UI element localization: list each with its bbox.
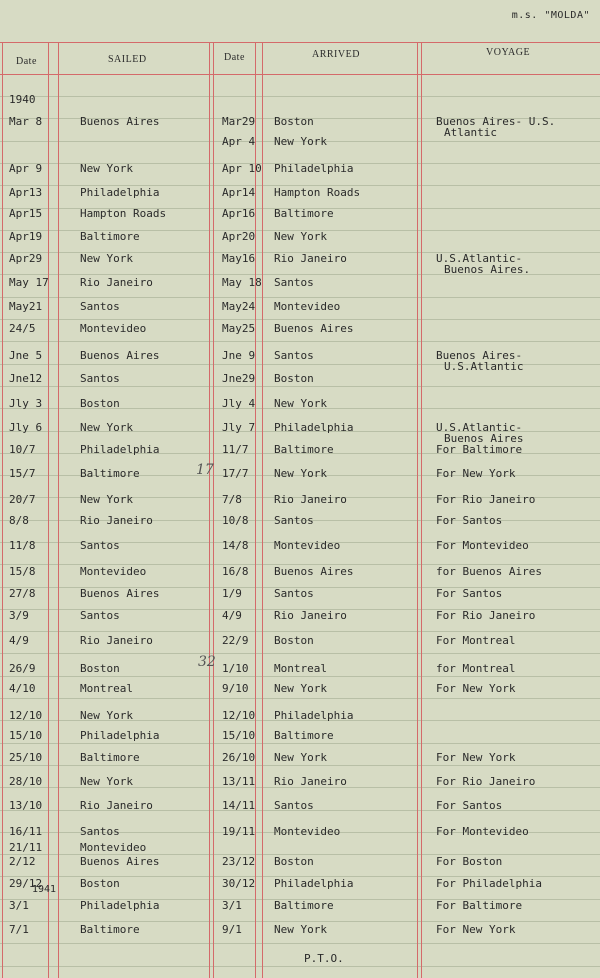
top-rule xyxy=(0,42,600,43)
sailed-port: Santos xyxy=(80,372,120,385)
sailed-date: 7/1 xyxy=(9,923,29,936)
voyage-note: For Rio Janeiro xyxy=(436,775,536,788)
arrived-date: 1/10 xyxy=(222,662,249,675)
year-1941: 1941 xyxy=(32,884,57,895)
paper-rule xyxy=(0,341,600,342)
sailed-port: Boston xyxy=(80,397,120,410)
arrived-port: Boston xyxy=(274,115,314,128)
sailed-date: 15/7 xyxy=(9,467,36,480)
arrived-port: Philadelphia xyxy=(274,877,354,890)
sailed-date: 2/12 xyxy=(9,855,36,868)
sailed-port: Rio Janeiro xyxy=(80,799,153,812)
arrived-port: Philadelphia xyxy=(274,162,354,175)
sailed-date: Jly 3 xyxy=(9,397,43,410)
sailed-port: Santos xyxy=(80,539,120,552)
arrived-date: 14/8 xyxy=(222,539,249,552)
paper-rule xyxy=(0,698,600,699)
arrived-port: Baltimore xyxy=(274,207,334,220)
arrived-port: Boston xyxy=(274,855,314,868)
arrived-date: Apr 10 xyxy=(222,162,262,175)
column-rule xyxy=(58,42,59,978)
voyage-note: for Montreal xyxy=(436,662,516,675)
sailed-date: 15/10 xyxy=(9,729,43,742)
sailed-date: 25/10 xyxy=(9,751,43,764)
voyage-note: For New York xyxy=(436,467,516,480)
arrived-date: Apr14 xyxy=(222,186,256,199)
arrived-date: 12/10 xyxy=(222,709,256,722)
paper-rule xyxy=(0,743,600,744)
sailed-port: Boston xyxy=(80,662,120,675)
arrived-date: May16 xyxy=(222,252,256,265)
sailed-date: 3/9 xyxy=(9,609,29,622)
arrived-date: Mar29 xyxy=(222,115,256,128)
sailed-date: Apr19 xyxy=(9,230,43,243)
sailed-date: Apr15 xyxy=(9,207,43,220)
header-sailed: SAILED xyxy=(108,54,147,65)
arrived-port: New York xyxy=(274,923,327,936)
sailed-date: 12/10 xyxy=(9,709,43,722)
paper-rule xyxy=(0,966,600,967)
sailed-date: 13/10 xyxy=(9,799,43,812)
arrived-date: 14/11 xyxy=(222,799,256,812)
ship-name: m.s. "MOLDA" xyxy=(511,10,590,21)
sailed-port: Hampton Roads xyxy=(80,207,167,220)
sailed-port: New York xyxy=(80,493,133,506)
column-rule xyxy=(262,42,263,978)
paper-rule xyxy=(0,631,600,632)
margin-note: 32 xyxy=(198,654,216,670)
column-rule xyxy=(2,42,3,978)
sailed-port: Philadelphia xyxy=(80,899,160,912)
sailed-port: New York xyxy=(80,709,133,722)
arrived-date: 9/10 xyxy=(222,682,249,695)
sailed-port: Philadelphia xyxy=(80,729,160,742)
voyage-note: Buenos Aires- U.S. xyxy=(436,115,556,128)
arrived-port: Santos xyxy=(274,276,314,289)
voyage-note: for Buenos Aires xyxy=(436,565,542,578)
sailed-port: Rio Janeiro xyxy=(80,276,153,289)
voyage-note: For Baltimore xyxy=(436,443,523,456)
header-rule xyxy=(0,74,600,75)
paper-rule xyxy=(0,676,600,677)
arrived-date: 19/11 xyxy=(222,825,256,838)
sailed-port: Philadelphia xyxy=(80,443,160,456)
voyage-note: For Santos xyxy=(436,587,503,600)
sailed-date: Apr29 xyxy=(9,252,43,265)
arrived-date: 13/11 xyxy=(222,775,256,788)
arrived-date: Apr16 xyxy=(222,207,256,220)
sailed-date: May21 xyxy=(9,300,43,313)
arrived-port: Montevideo xyxy=(274,539,341,552)
arrived-port: New York xyxy=(274,230,327,243)
arrived-port: Santos xyxy=(274,799,314,812)
arrived-port: Baltimore xyxy=(274,899,334,912)
sailed-port: Buenos Aires xyxy=(80,587,160,600)
voyage-note-cont: Atlantic xyxy=(444,126,497,139)
header-voyage: VOYAGE xyxy=(486,47,531,58)
sailed-port: Santos xyxy=(80,825,120,838)
arrived-port: Baltimore xyxy=(274,729,334,742)
sailed-date: 21/11 xyxy=(9,841,43,854)
arrived-port: Rio Janeiro xyxy=(274,609,347,622)
arrived-date: 30/12 xyxy=(222,877,256,890)
voyage-note-cont: U.S.Atlantic xyxy=(444,360,524,373)
arrived-port: Philadelphia xyxy=(274,421,354,434)
voyage-note: For New York xyxy=(436,682,516,695)
arrived-port: Boston xyxy=(274,634,314,647)
arrived-date: May 18 xyxy=(222,276,262,289)
arrived-date: 3/1 xyxy=(222,899,242,912)
arrived-date: 11/7 xyxy=(222,443,249,456)
arrived-date: 23/12 xyxy=(222,855,256,868)
year-1940: 1940 xyxy=(9,93,36,106)
sailed-port: Montevideo xyxy=(80,322,147,335)
sailed-date: May 17 xyxy=(9,276,49,289)
sailed-port: Baltimore xyxy=(80,230,140,243)
arrived-date: May25 xyxy=(222,322,256,335)
sailed-date: 28/10 xyxy=(9,775,43,788)
arrived-port: Philadelphia xyxy=(274,709,354,722)
column-rule xyxy=(209,42,210,978)
arrived-date: 26/10 xyxy=(222,751,256,764)
arrived-date: 4/9 xyxy=(222,609,242,622)
sailed-date: Apr 9 xyxy=(9,162,43,175)
paper-rule xyxy=(0,653,600,654)
arrived-port: New York xyxy=(274,135,327,148)
sailed-date: Jne12 xyxy=(9,372,43,385)
voyage-note: For Philadelphia xyxy=(436,877,542,890)
voyage-note-cont: Buenos Aires xyxy=(444,432,524,445)
sailed-date: 15/8 xyxy=(9,565,36,578)
voyage-note-cont: Buenos Aires. xyxy=(444,263,531,276)
header-arrived: ARRIVED xyxy=(312,49,360,60)
column-rule xyxy=(255,42,256,978)
column-rule xyxy=(213,42,214,978)
arrived-port: New York xyxy=(274,397,327,410)
voyage-note: For Montreal xyxy=(436,634,516,647)
sailed-date: 24/5 xyxy=(9,322,36,335)
arrived-port: Santos xyxy=(274,349,314,362)
arrived-date: May24 xyxy=(222,300,256,313)
header-date-arrived: Date xyxy=(224,52,245,63)
arrived-port: Buenos Aires xyxy=(274,322,354,335)
arrived-date: Jne29 xyxy=(222,372,256,385)
arrived-port: Boston xyxy=(274,372,314,385)
sailed-port: Buenos Aires xyxy=(80,115,160,128)
arrived-date: 22/9 xyxy=(222,634,249,647)
margin-note: 17 xyxy=(196,462,214,478)
arrived-date: 1/9 xyxy=(222,587,242,600)
arrived-port: New York xyxy=(274,751,327,764)
sailed-date: 26/9 xyxy=(9,662,36,675)
arrived-port: New York xyxy=(274,467,327,480)
sailed-port: Rio Janeiro xyxy=(80,514,153,527)
arrived-port: Santos xyxy=(274,514,314,527)
sailed-port: Montevideo xyxy=(80,841,147,854)
arrived-date: 7/8 xyxy=(222,493,242,506)
paper-rule xyxy=(0,765,600,766)
voyage-note: For Rio Janeiro xyxy=(436,609,536,622)
sailed-date: 20/7 xyxy=(9,493,36,506)
sailed-date: Jly 6 xyxy=(9,421,43,434)
sailed-port: Rio Janeiro xyxy=(80,634,153,647)
paper-rule xyxy=(0,386,600,387)
sailed-port: New York xyxy=(80,775,133,788)
paper-rule xyxy=(0,96,600,97)
arrived-port: Montevideo xyxy=(274,825,341,838)
voyage-note: For New York xyxy=(436,923,516,936)
arrived-date: Jly 4 xyxy=(222,397,256,410)
voyage-note: For Baltimore xyxy=(436,899,523,912)
voyage-note: Buenos Aires- xyxy=(436,349,523,362)
header-date-sailed: Date xyxy=(16,56,37,67)
sailed-port: New York xyxy=(80,421,133,434)
sailed-date: Jne 5 xyxy=(9,349,43,362)
sailed-date: 10/7 xyxy=(9,443,36,456)
arrived-date: 10/8 xyxy=(222,514,249,527)
sailed-date: 4/9 xyxy=(9,634,29,647)
voyage-note: U.S.Atlantic- xyxy=(436,421,523,434)
arrived-port: Baltimore xyxy=(274,443,334,456)
sailed-port: Montevideo xyxy=(80,565,147,578)
voyage-note: For New York xyxy=(436,751,516,764)
voyage-note: U.S.Atlantic- xyxy=(436,252,523,265)
voyage-note: For Boston xyxy=(436,855,503,868)
sailed-port: Baltimore xyxy=(80,467,140,480)
sailed-date: 3/1 xyxy=(9,899,29,912)
sailed-port: Baltimore xyxy=(80,751,140,764)
paper-rule xyxy=(0,297,600,298)
paper-rule xyxy=(0,319,600,320)
arrived-port: Rio Janeiro xyxy=(274,775,347,788)
arrived-date: Jne 9 xyxy=(222,349,256,362)
paper-rule xyxy=(0,943,600,944)
voyage-note: For Montevideo xyxy=(436,825,529,838)
arrived-date: Jly 7 xyxy=(222,421,256,434)
sailed-port: Boston xyxy=(80,877,120,890)
sailed-port: Buenos Aires xyxy=(80,855,160,868)
sailed-date: 16/11 xyxy=(9,825,43,838)
arrived-port: Hampton Roads xyxy=(274,186,361,199)
sailed-port: Santos xyxy=(80,300,120,313)
column-rule xyxy=(421,42,422,978)
arrived-date: Apr20 xyxy=(222,230,256,243)
sailed-port: Philadelphia xyxy=(80,186,160,199)
sailed-port: Montreal xyxy=(80,682,133,695)
arrived-port: Rio Janeiro xyxy=(274,493,347,506)
arrived-port: Rio Janeiro xyxy=(274,252,347,265)
arrived-date: 15/10 xyxy=(222,729,256,742)
arrived-port: Montevideo xyxy=(274,300,341,313)
voyage-note: For Montevideo xyxy=(436,539,529,552)
arrived-port: Buenos Aires xyxy=(274,565,354,578)
sailed-date: 27/8 xyxy=(9,587,36,600)
sailed-date: 29/12 xyxy=(9,877,43,890)
arrived-date: 17/7 xyxy=(222,467,249,480)
sailed-port: Baltimore xyxy=(80,923,140,936)
sailed-date: 4/10 xyxy=(9,682,36,695)
sailed-port: New York xyxy=(80,162,133,175)
sailed-port: Santos xyxy=(80,609,120,622)
arrived-date: 16/8 xyxy=(222,565,249,578)
column-rule xyxy=(48,42,49,978)
sailed-date: Mar 8 xyxy=(9,115,43,128)
page-footer: P.T.O. xyxy=(304,952,344,965)
arrived-date: 9/1 xyxy=(222,923,242,936)
arrived-port: Montreal xyxy=(274,662,327,675)
paper-rule xyxy=(0,921,600,922)
voyage-note: For Santos xyxy=(436,514,503,527)
sailed-port: Buenos Aires xyxy=(80,349,160,362)
sailed-date: 8/8 xyxy=(9,514,29,527)
voyage-note: For Rio Janeiro xyxy=(436,493,536,506)
sailed-port: New York xyxy=(80,252,133,265)
arrived-port: Santos xyxy=(274,587,314,600)
sailed-date: Apr13 xyxy=(9,186,43,199)
arrived-date: Apr 4 xyxy=(222,135,256,148)
sailed-date: 11/8 xyxy=(9,539,36,552)
arrived-port: New York xyxy=(274,682,327,695)
voyage-note: For Santos xyxy=(436,799,503,812)
column-rule xyxy=(417,42,418,978)
